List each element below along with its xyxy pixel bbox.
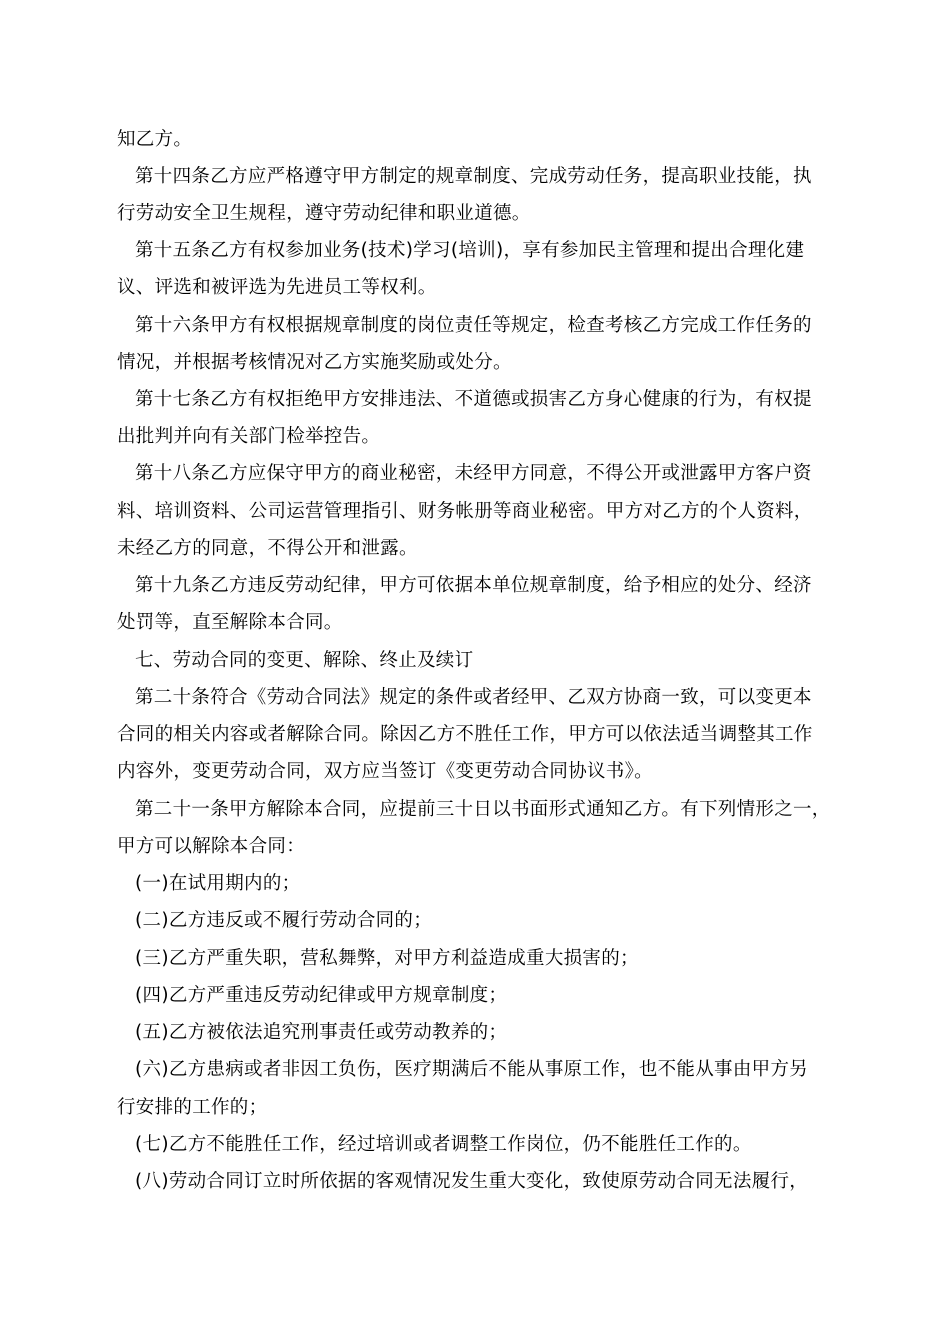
text-line: 第二十条符合《劳动合同法》规定的条件或者经甲、乙双方协商一致，可以变更本 bbox=[135, 687, 812, 708]
list-item: (一)在试用期内的； bbox=[135, 873, 301, 894]
text-line: 未经乙方的同意，不得公开和泄露。 bbox=[117, 538, 418, 559]
list-item: (六)乙方患病或者非因工负伤，医疗期满后不能从事原工作，也不能从事由甲方另 bbox=[135, 1059, 809, 1080]
text-line: 第十五条乙方有权参加业务(技术)学习(培训)，享有参加民主管理和提出合理化建 bbox=[135, 240, 805, 261]
text-line: 料、培训资料、公司运营管理指引、财务帐册等商业秘密。甲方对乙方的个人资料， bbox=[117, 501, 813, 522]
text-line: 议、评选和被评选为先进员工等权利。 bbox=[117, 277, 437, 298]
text-line: 行劳动安全卫生规程，遵守劳动纪律和职业道德。 bbox=[117, 203, 531, 224]
text-line: 第十六条甲方有权根据规章制度的岗位责任等规定，检查考核乙方完成工作任务的 bbox=[135, 315, 812, 336]
text-line: 知乙方。 bbox=[117, 129, 193, 150]
list-item: (五)乙方被依法追究刑事责任或劳动教养的； bbox=[135, 1022, 508, 1043]
text-line: 处罚等，直至解除本合同。 bbox=[117, 612, 343, 633]
text-line: 内容外，变更劳动合同，双方应当签订《变更劳动合同协议书》。 bbox=[117, 761, 653, 782]
list-item: (八)劳动合同订立时所依据的客观情况发生重大变化，致使原劳动合同无法履行， bbox=[135, 1171, 809, 1192]
list-item: (七)乙方不能胜任工作，经过培训或者调整工作岗位，仍不能胜任工作的。 bbox=[135, 1134, 752, 1155]
text-line: 第十八条乙方应保守甲方的商业秘密，未经甲方同意，不得公开或泄露甲方客户资 bbox=[135, 463, 812, 484]
list-item: (二)乙方违反或不履行劳动合同的； bbox=[135, 910, 433, 931]
text-line: 第十九条乙方违反劳动纪律，甲方可依据本单位规章制度，给予相应的处分、经济 bbox=[135, 575, 812, 596]
text-line: 出批判并向有关部门检举控告。 bbox=[117, 426, 381, 447]
list-item: (三)乙方严重失职，营私舞弊，对甲方利益造成重大损害的； bbox=[135, 948, 639, 969]
text-line: 情况，并根据考核情况对乙方实施奖励或处分。 bbox=[117, 352, 512, 373]
text-line: 合同的相关内容或者解除合同。除因乙方不胜任工作，甲方可以依法适当调整其工作 bbox=[117, 724, 813, 745]
text-line: 第十四条乙方应严格遵守甲方制定的规章制度、完成劳动任务，提高职业技能，执 bbox=[135, 166, 812, 187]
text-line: 甲方可以解除本合同： bbox=[117, 836, 306, 857]
text-line: 第十七条乙方有权拒绝甲方安排违法、不道德或损害乙方身心健康的行为，有权提 bbox=[135, 389, 812, 410]
text-line: 行安排的工作的； bbox=[117, 1097, 268, 1118]
list-item: (四)乙方严重违反劳动纪律或甲方规章制度； bbox=[135, 985, 508, 1006]
text-line: 第二十一条甲方解除本合同，应提前三十日以书面形式通知乙方。有下列情形之一， bbox=[135, 799, 831, 820]
section-heading: 七、劳动合同的变更、解除、终止及续订 bbox=[135, 650, 474, 671]
